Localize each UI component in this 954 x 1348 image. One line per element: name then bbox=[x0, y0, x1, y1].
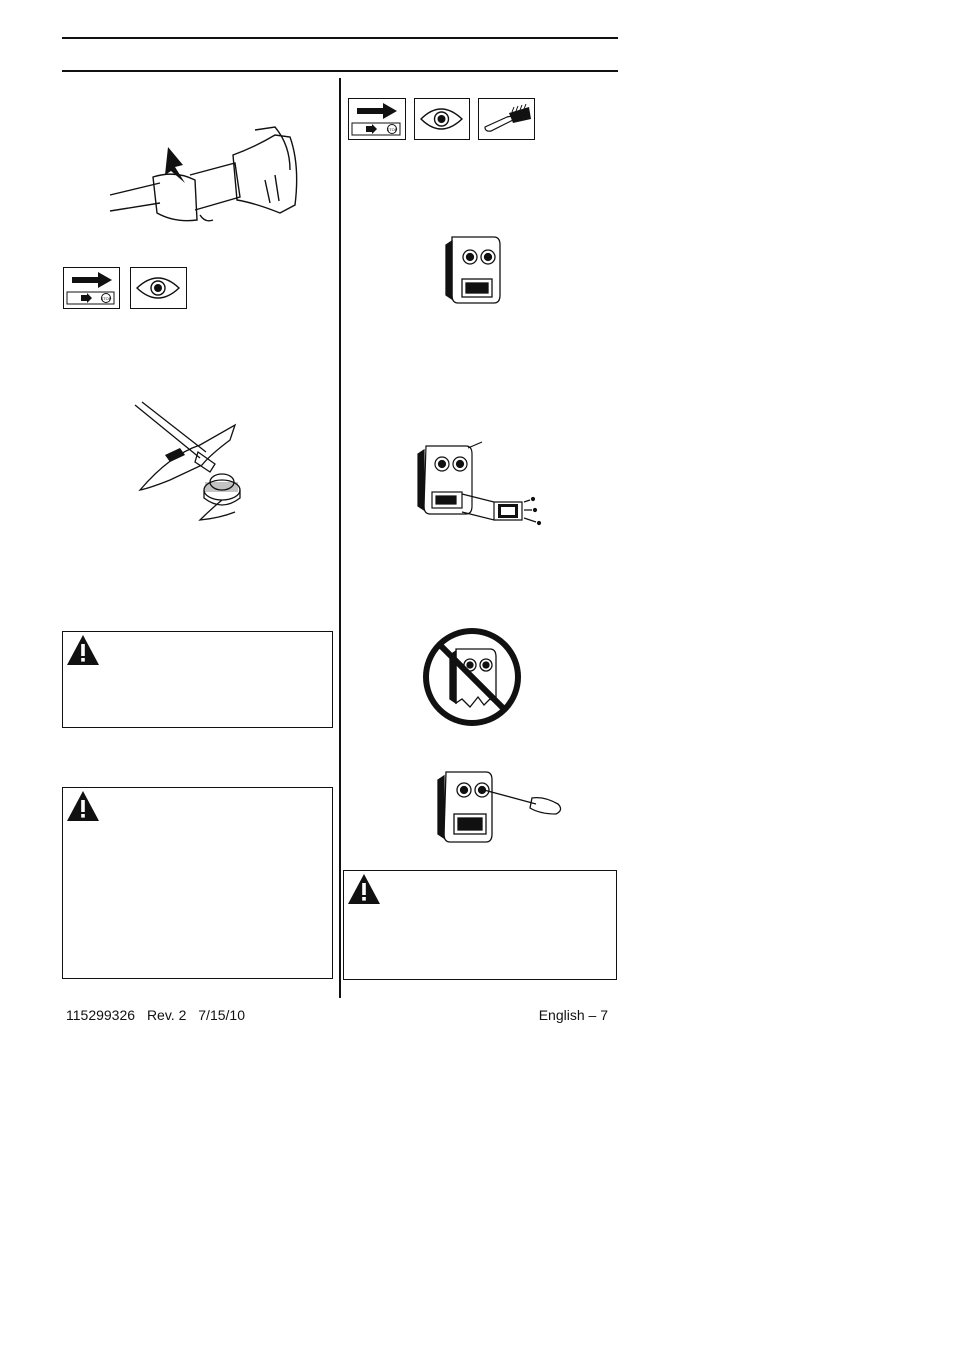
spark-arrester-illustration bbox=[412, 440, 557, 540]
eye-icon bbox=[130, 267, 187, 309]
header-rule-bottom bbox=[62, 70, 618, 72]
stop-switch-icon bbox=[348, 98, 406, 140]
header-rule-top bbox=[62, 37, 618, 39]
stop-switch-illustration bbox=[105, 125, 305, 225]
stop-switch-icon bbox=[63, 267, 120, 309]
revision: Rev. 2 bbox=[146, 1007, 187, 1023]
muffler-illustration bbox=[444, 233, 504, 308]
brush-icon bbox=[478, 98, 535, 140]
page-number: English – 7 bbox=[538, 1007, 608, 1023]
warning-box-3 bbox=[343, 870, 617, 980]
svg-text:STOP: STOP bbox=[100, 296, 112, 301]
warning-box-1 bbox=[62, 631, 333, 728]
date: 7/15/10 bbox=[198, 1007, 245, 1023]
warning-triangle-icon bbox=[66, 790, 100, 822]
column-divider bbox=[339, 78, 341, 998]
trimmer-head-illustration bbox=[130, 400, 250, 530]
doc-number: 115299326 bbox=[66, 1007, 136, 1023]
footer-doc-info bbox=[66, 1007, 245, 1023]
warning-box-2 bbox=[62, 787, 333, 979]
svg-text:STOP: STOP bbox=[386, 127, 398, 132]
warning-triangle-icon bbox=[347, 873, 381, 905]
muffler-screwdriver-illustration bbox=[436, 768, 566, 846]
eye-icon bbox=[414, 98, 470, 140]
prohibited-muffler-illustration bbox=[420, 625, 524, 729]
warning-triangle-icon bbox=[66, 634, 100, 666]
